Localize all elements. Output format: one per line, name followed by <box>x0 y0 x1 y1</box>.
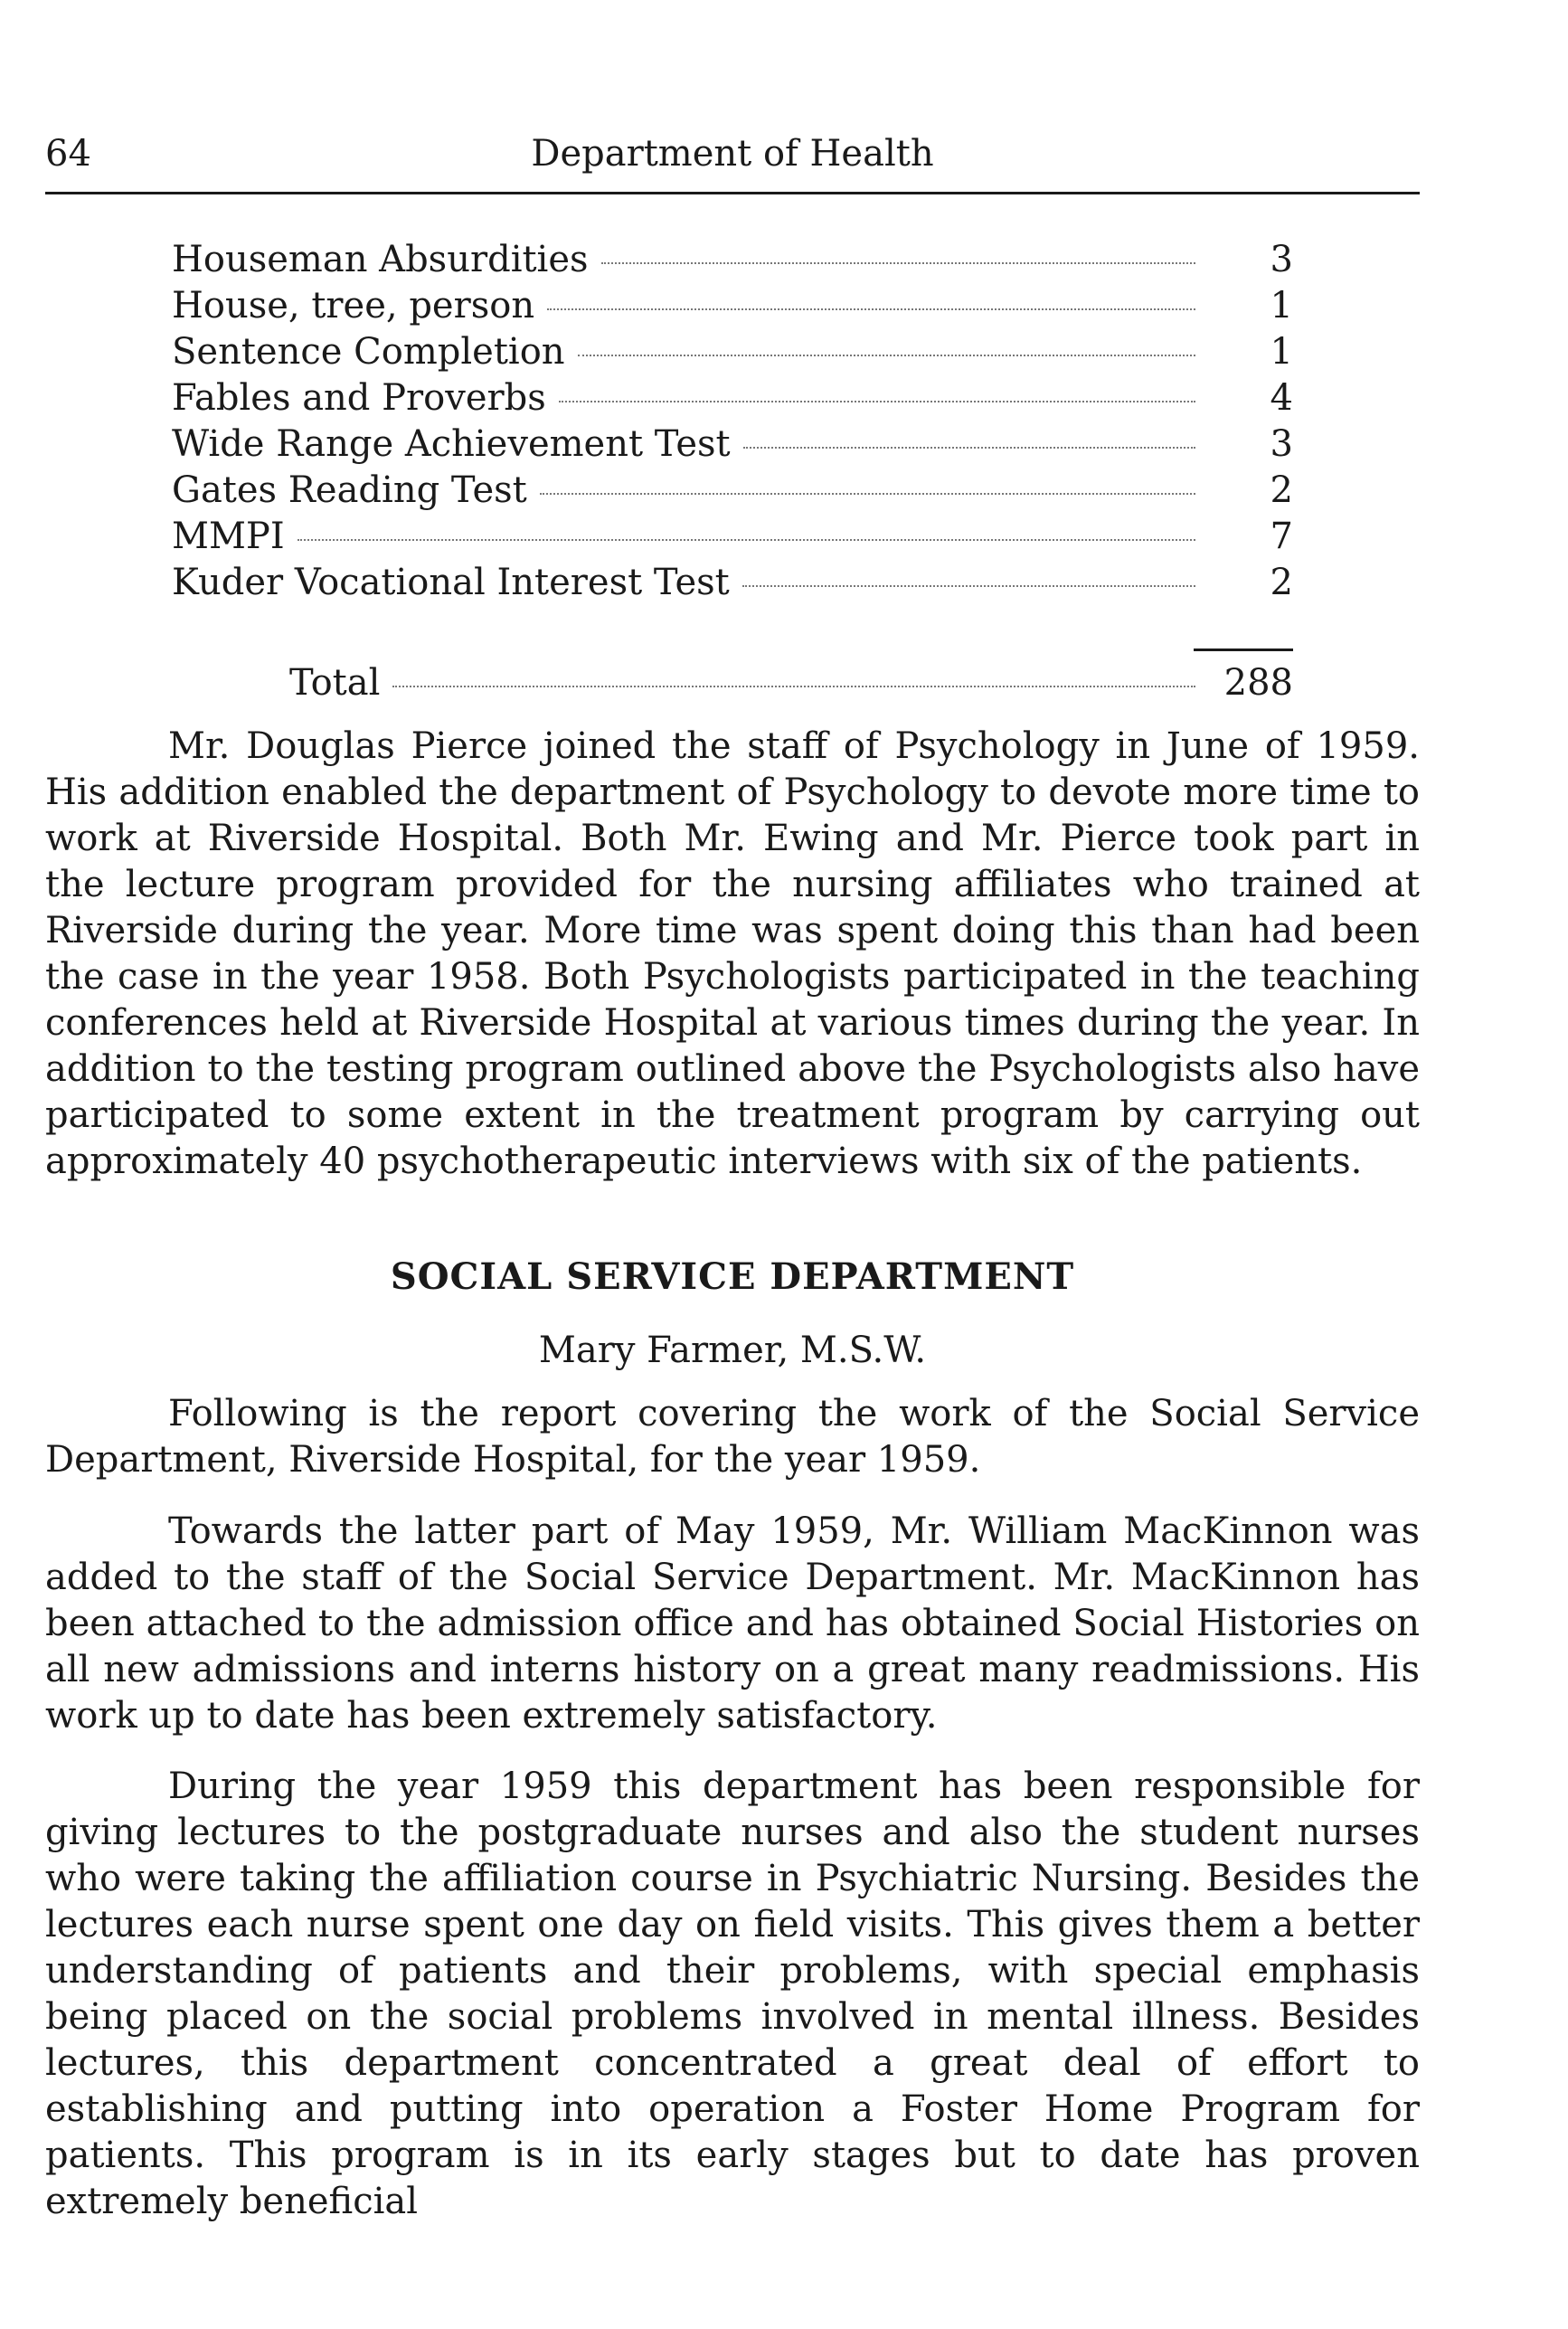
total-value: 288 <box>1223 662 1293 704</box>
table-row <box>172 468 1293 514</box>
running-title: Department of Health <box>531 133 934 175</box>
test-count: 1 <box>1270 285 1293 327</box>
table-row <box>172 329 1293 375</box>
paragraph-text: Towards the latter part of May 1959, Mr. William MacKinnon was added to the staff of the Social Service Department. Mr. MacKinnon has been attached to the admission office and has obtained Social Histories on all new admissions and interns history on a great many readmissions. His work up to date has been extremely satisfactory. <box>45 1510 1420 1737</box>
test-name: Houseman Absurdities <box>172 239 589 280</box>
dot-leader <box>742 585 1195 587</box>
dot-leader <box>298 539 1195 541</box>
test-name: House, tree, person <box>172 285 535 327</box>
table-row <box>172 375 1293 421</box>
test-count: 1 <box>1270 331 1293 373</box>
test-name: Fables and Proverbs <box>172 377 546 419</box>
test-count: 7 <box>1270 516 1293 557</box>
test-count: 2 <box>1270 469 1293 511</box>
total-row <box>172 660 1293 706</box>
page-number: 64 <box>45 133 91 175</box>
section-heading: SOCIAL SERVICE DEPARTMENT <box>390 1255 1075 1298</box>
dot-leader <box>601 262 1195 264</box>
test-count: 3 <box>1270 239 1293 280</box>
test-name: Gates Reading Test <box>172 469 527 511</box>
dot-leader <box>743 447 1195 449</box>
test-name: MMPI <box>172 516 285 557</box>
test-count: 3 <box>1270 423 1293 465</box>
paragraph-text: Mr. Douglas Pierce joined the staff of Psychology in June of 1959. His addition enabled the department of Psychology to devote more time to work at Riverside Hospital. Both Mr. Ewing and Mr. Pierce took part in the lecture program provided for the nursing affiliates who trained at Riverside during the year. More time was spent doing this than had been the case in the year 1958. Both Psychologists participated in the teaching conferences held at Riverside Hospital at various times during the year. In addition to the testing program outlined above the Psychologists also have participated to some extent in the treatment program by carrying out approximately 40 psychotherapeutic interviews with six of the patients. <box>45 725 1420 1182</box>
total-label: Total <box>289 662 381 704</box>
dot-leader <box>547 308 1195 310</box>
table-row <box>172 560 1293 606</box>
test-count-table <box>172 237 1293 706</box>
test-name: Sentence Completion <box>172 331 565 373</box>
test-count: 2 <box>1270 562 1293 603</box>
dot-leader <box>540 493 1195 495</box>
total-rule <box>1194 649 1293 651</box>
page-header <box>45 127 1420 194</box>
table-row <box>172 283 1293 329</box>
table-row <box>172 237 1293 283</box>
test-name: Kuder Vocational Interest Test <box>172 562 730 603</box>
paragraph-text: During the year 1959 this department has been responsible for giving lectures to the postgraduate nurses and also the student nurses who were taking the affiliation course in Psychiatric Nursing. Besides the lectures each nurse spent one day on field visits. This gives them a better understanding of patients and their problems, with special emphasis being placed on the social problems involved in mental illness. Besides lectures, this department concentrated a great deal of effort to establishing and putting into operation a Foster Home Program for patients. This program is in its early stages but to date has proven extremely beneficial <box>45 1766 1420 2222</box>
test-name: Wide Range Achievement Test <box>172 423 731 465</box>
test-count: 4 <box>1270 377 1293 419</box>
psychology-paragraph <box>45 724 1420 1185</box>
dot-leader <box>392 686 1195 687</box>
section-byline: Mary Farmer, M.S.W. <box>538 1330 927 1371</box>
social-service-paragraph <box>45 1391 1420 1483</box>
table-row <box>172 421 1293 468</box>
paragraph-text: Following is the report covering the work of the Social Service Department, Riverside Hospital, for the year 1959. <box>45 1393 1420 1481</box>
social-service-paragraph <box>45 1764 1420 2225</box>
table-row <box>172 514 1293 560</box>
social-service-paragraph <box>45 1509 1420 1739</box>
dot-leader <box>578 355 1195 356</box>
dot-leader <box>559 401 1195 402</box>
